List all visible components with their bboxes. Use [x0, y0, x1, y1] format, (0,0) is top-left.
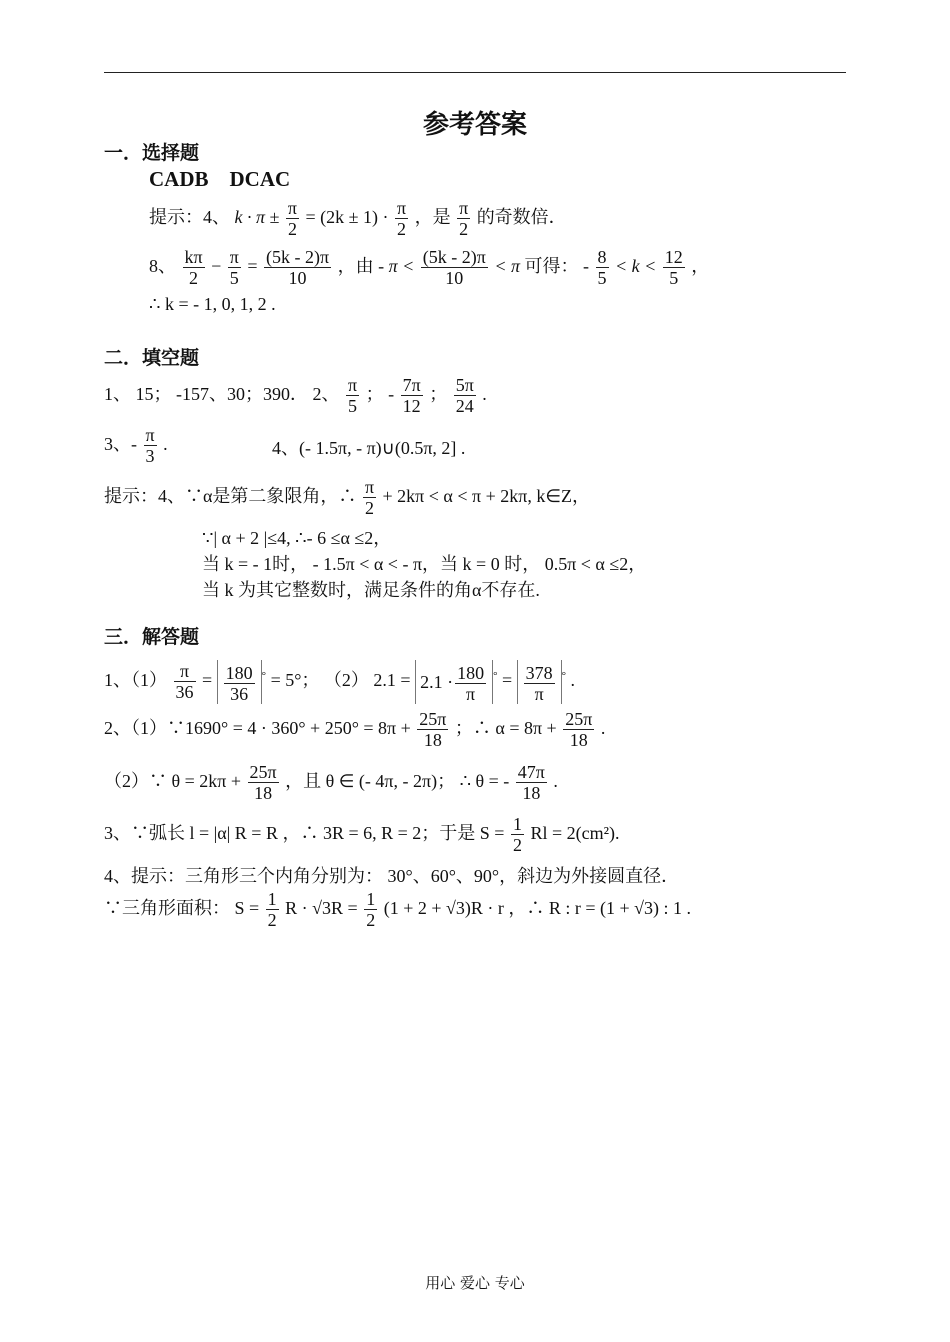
page-title: 参考答案: [422, 110, 527, 140]
conclusion-k: ∴ k = - 1, 0, 1, 2 .: [149, 294, 276, 314]
fraction-kpi-2: $\frac{k\pi}{2}$: [184, 246, 203, 289]
fraction-pi-2: $\frac{\pi}{2}$: [459, 197, 469, 240]
fraction-pi-2: $\frac{\pi}{2}$: [287, 197, 297, 240]
op: -: [583, 256, 589, 276]
fraction-pi-2: $\frac{\pi}{2}$: [364, 476, 375, 519]
op: =: [202, 670, 213, 690]
answer-4b: [104, 886, 691, 931]
text: .: [600, 718, 606, 738]
fraction-pi-2: $\frac{\pi}{2}$: [397, 197, 407, 240]
text: .: [570, 670, 576, 690]
top-rule: [104, 72, 846, 73]
section-1-heading: 一．选择题: [104, 142, 200, 164]
text: ，且 θ ∈ (- 4π, - 2π)； ∴ θ = -: [285, 771, 510, 791]
text: R · √3R =: [285, 898, 358, 918]
text: ，: [691, 256, 710, 276]
op: =: [501, 670, 513, 690]
fill-hint-2: ∵| α + 2 |≤4, ∴- 6 ≤α ≤2，: [202, 528, 392, 548]
op: −: [211, 256, 222, 276]
label: 8、: [149, 256, 176, 276]
text: ，由: [337, 256, 374, 276]
expr: = (2k ± 1) ·: [305, 207, 389, 227]
text: 1、（1）: [104, 670, 167, 690]
fill-answer-4: 4、(- 1.5π, - π)∪(0.5π, 2] .: [272, 438, 466, 458]
section-3-heading: 三．解答题: [104, 626, 200, 648]
fill-hint-4: 当 k 为其它整数时，满足条件的角α不存在.: [202, 580, 540, 600]
text: .: [482, 384, 487, 404]
text: （2）∵ θ = 2kπ +: [104, 771, 242, 791]
choice-answers: CADB DCAC: [149, 167, 291, 191]
fraction-pi-36: $\frac{\pi}{36}$: [175, 660, 194, 703]
fraction-half: $\frac{1}{2}$: [512, 813, 522, 856]
op: =: [247, 256, 258, 276]
text: .: [163, 434, 168, 454]
section-2-heading: 二．填空题: [104, 347, 200, 369]
text: + 2kπ < α < π + 2kπ, k∈Z，: [382, 486, 591, 506]
fraction-7pi-12: $\frac{7\pi}{12}$: [402, 374, 421, 417]
hint-line-4: [149, 195, 567, 240]
fraction-half: $\frac{1}{2}$: [267, 888, 277, 931]
fraction-12-5: $\frac{12}{5}$: [664, 246, 683, 289]
paren-group: 2.1 · $\frac{180}{\pi}$: [415, 660, 493, 704]
text: 提示：4、∵α是第二象限角，∴: [104, 486, 357, 506]
text: 1、 15； -157、30；390． 2、: [104, 384, 340, 404]
answer-2b: [104, 759, 558, 804]
fraction-25pi-18: $\frac{25\pi}{18}$: [565, 708, 593, 751]
text: .: [553, 771, 558, 791]
fraction-half: $\frac{1}{2}$: [366, 888, 376, 931]
answer-4: 4、提示：三角形三个内角分别为： 30°、60°、90°，斜边为外接圆直径．: [104, 866, 680, 886]
text: ； -: [365, 384, 395, 404]
fraction-25pi-18: $\frac{25\pi}{18}$: [249, 761, 277, 804]
fraction-378-pi: $\frac{378}{\pi}$: [525, 662, 553, 705]
text: ，是: [414, 207, 451, 227]
text: ；∴ α = 8π +: [454, 718, 557, 738]
fill-line-1: [104, 372, 487, 417]
paren-group: [517, 660, 562, 704]
text: Rl = 2(cm²).: [530, 823, 620, 843]
paren-group: [217, 660, 262, 704]
expr: < k <: [615, 256, 657, 276]
hint-label: 提示：4、: [149, 207, 230, 227]
answer-3: [104, 811, 619, 856]
text: 的奇数倍．: [476, 207, 567, 227]
fraction-180-pi: $\frac{180}{\pi}$: [457, 662, 485, 705]
fraction-180-36: $\frac{180}{36}$: [225, 662, 253, 705]
text: 3、-: [104, 434, 137, 454]
hint-line-8: [149, 244, 709, 289]
page-footer: 用心 爱心 专心: [425, 1274, 525, 1292]
fill-hint-1: [104, 474, 590, 519]
fraction-pi-5: $\frac{\pi}{5}$: [229, 246, 239, 289]
fraction-25pi-18: $\frac{25\pi}{18}$: [419, 708, 447, 751]
expr: k · π ±: [234, 207, 280, 227]
text: ∵三角形面积： S =: [104, 898, 260, 918]
fraction-5k: $\frac{(5k - 2)\pi}{10}$: [266, 246, 330, 289]
text: (1 + 2 + √3)R · r ，∴ R : r = (1 + √3) : 1 .: [383, 898, 692, 918]
fraction-47pi-18: $\frac{47\pi}{18}$: [517, 761, 545, 804]
text: 3、∵弧长 l = |α| R = R ，∴ 3R = 6, R = 2；于是 S =: [104, 823, 505, 843]
answer-2a: [104, 706, 605, 751]
fill-hint-3: 当 k = - 1时， - 1.5π < α < - π，当 k = 0 时， 0.5π < α ≤2，: [202, 554, 647, 574]
text: = 5°； （2） 2.1 =: [270, 670, 411, 690]
text: ；: [429, 384, 448, 404]
fraction-pi-5: $\frac{\pi}{5}$: [348, 374, 358, 417]
text: 可得：: [524, 256, 579, 276]
fraction-5k: $\frac{(5k - 2)\pi}{10}$: [422, 246, 486, 289]
expr: < π: [494, 256, 520, 276]
fill-line-3: [104, 422, 168, 467]
fraction-5pi-24: $\frac{5\pi}{24}$: [455, 374, 474, 417]
fraction-pi-3: $\frac{\pi}{3}$: [145, 424, 155, 467]
fraction-8-5: $\frac{8}{5}$: [597, 246, 607, 289]
text: 2、（1）∵1690° = 4 · 360° + 250° = 8π +: [104, 718, 411, 738]
answer-1: 1、（1） $\frac{\pi}{36}$ = $\frac{180}{36}$ ° = 5°； （2） 2.1 = 2.1 · $\frac{180}{\pi}$ ° = $\frac{378}{\pi}$ ° .: [104, 660, 576, 705]
expr: - π <: [378, 256, 415, 276]
